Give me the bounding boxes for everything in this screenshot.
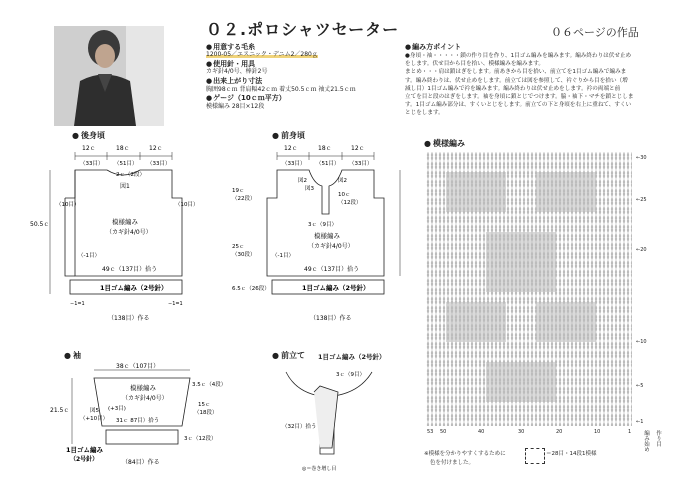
back-sts-top-1: （33目） bbox=[80, 161, 104, 167]
sleeve-gusset-ref: 図5 bbox=[90, 408, 99, 414]
sleeve-diagram bbox=[50, 360, 240, 470]
points-line: まとめ・・・肩は鎖はぎをします。前あきから目を拾い、前立てを1目ゴム編みで編みま bbox=[405, 69, 627, 76]
placket-rows: （32目）拾う bbox=[282, 424, 317, 430]
back-rib-label: 1目ゴム編み（2号針） bbox=[100, 284, 168, 292]
chart-col-label: 1 bbox=[628, 429, 632, 435]
chart-motif-block bbox=[536, 172, 596, 212]
sleeve-body-height: 15ｃ bbox=[198, 402, 211, 408]
front-armhole: 19ｃ bbox=[232, 188, 245, 194]
sleeve-rib-needle: （2号針） bbox=[70, 456, 99, 463]
chart-repeat-label: ＝28目・14段1模様 bbox=[546, 451, 597, 457]
size-heading: ● 出来上がり寸法 bbox=[206, 78, 262, 85]
sleeve-rib-label: 1目ゴム編み bbox=[66, 446, 104, 454]
placket-diagram bbox=[276, 362, 396, 474]
tools-heading: ● 使用針・用具 bbox=[206, 61, 255, 68]
placket-footnote: ◎＝巻き増し目 bbox=[302, 466, 337, 472]
page-reference: ０６ページの作品 bbox=[551, 26, 639, 39]
chart-heading: ● 模様編み bbox=[424, 140, 465, 148]
back-dim-top-1: 12ｃ bbox=[82, 145, 96, 152]
front-neck-ref-left: 図2 bbox=[298, 178, 307, 184]
points-line: す。1目ゴム編み部分は、すくいとじをします。前立ての下と身頃を右上に重ねて、すくい bbox=[405, 102, 632, 109]
back-diagram bbox=[30, 140, 210, 330]
back-sts-top-2: （51目） bbox=[114, 161, 138, 167]
front-rib-label: 1目ゴム編み（2号針） bbox=[302, 284, 370, 292]
back-dec-note: （-1目） bbox=[78, 253, 100, 259]
sleeve-body-needle: （カギ針4/0号） bbox=[122, 395, 168, 402]
points-heading: ● 編み方ポイント bbox=[405, 44, 461, 51]
points-line: とじをします。 bbox=[405, 110, 444, 117]
front-rib-height: 6.5ｃ（26段） bbox=[232, 286, 270, 292]
front-neck-ref-mid: 図3 bbox=[305, 186, 314, 192]
sleeve-rib-height: 3ｃ（12段） bbox=[184, 436, 217, 442]
chart-col-label: 53 bbox=[427, 429, 434, 435]
front-body-needle: （カギ針4/0号） bbox=[308, 243, 354, 250]
front-diagram bbox=[232, 140, 408, 330]
back-heading: ● 後身頃 bbox=[72, 132, 105, 140]
front-dim-top-1: 12ｃ bbox=[284, 145, 298, 152]
chart-row-label: ←10 bbox=[636, 339, 647, 345]
stitch-chart bbox=[426, 152, 632, 426]
yarn-heading: ● 用意する毛糸 bbox=[206, 44, 255, 51]
chart-col-label: 40 bbox=[478, 429, 485, 435]
sleeve-gusset-sts: （+10目） bbox=[80, 416, 109, 422]
front-dim-top-3: 12ｃ bbox=[351, 145, 365, 152]
chart-row-label: ←1 bbox=[636, 419, 644, 425]
front-placket-width: 3ｃ（9目） bbox=[308, 222, 337, 228]
chart-motif-block bbox=[536, 302, 596, 342]
chart-legend-note-2: 色を付けました。 bbox=[430, 460, 475, 466]
page-title: ０２.ポロシャツセーター bbox=[206, 20, 400, 39]
back-cast-on: （138目）作る bbox=[108, 315, 150, 322]
points-text bbox=[405, 52, 690, 118]
sleeve-height: 21.5ｃ bbox=[50, 407, 70, 414]
sleeve-inc-note: (+3目) bbox=[108, 406, 126, 412]
chart-row-label: ←5 bbox=[636, 383, 644, 389]
back-sts-top-3: （33目） bbox=[147, 161, 171, 167]
gauge-heading: ● ゲージ（10ｃｍ平方） bbox=[206, 95, 286, 102]
chart-start-label: 編み始め bbox=[643, 430, 649, 452]
chart-col-label: 10 bbox=[594, 429, 601, 435]
chart-row-label: ←30 bbox=[636, 155, 647, 161]
front-body-label: 模様編み bbox=[314, 232, 340, 240]
front-neck-ref-right: 図2 bbox=[338, 178, 347, 184]
tools-value: カギ針4/0号、棒針2号 bbox=[206, 68, 268, 75]
back-dim-top-2: 18ｃ bbox=[116, 145, 130, 152]
points-line: す。編み終わりは、伏せ止めをします。前立ては図を参照して、衿ぐりから目を拾い（増 bbox=[405, 77, 628, 84]
back-pickup: 49ｃ（137目）拾う bbox=[102, 266, 158, 273]
repeat-box-icon bbox=[525, 448, 545, 464]
chart-motif-block bbox=[446, 302, 506, 342]
sleeve-top-rows: 3.5ｃ（4段） bbox=[192, 382, 227, 388]
chart-end-label: 作り目 bbox=[655, 430, 661, 447]
placket-title: 1目ゴム編み（2号針） bbox=[318, 353, 386, 361]
chart-col-label: 20 bbox=[556, 429, 563, 435]
front-pickup: 49ｃ（137目）拾う bbox=[304, 266, 360, 273]
back-dim-top-3: 12ｃ bbox=[149, 145, 163, 152]
chart-row-label: ←25 bbox=[636, 197, 647, 203]
placket-width: 3ｃ（9目） bbox=[336, 372, 365, 378]
front-dim-top-2: 18ｃ bbox=[318, 145, 332, 152]
back-rib-marks-left: −1=1 bbox=[70, 301, 85, 307]
sleeve-body-label: 模様編み bbox=[130, 384, 156, 392]
sleeve-heading: ● 袖 bbox=[64, 352, 81, 360]
front-neck-depth: 10ｃ bbox=[338, 192, 351, 198]
gauge-value: 模様編み 28目×12段 bbox=[206, 103, 265, 110]
front-sts-top-3: （33目） bbox=[349, 161, 373, 167]
back-body-needle: （カギ針4/0号） bbox=[106, 229, 152, 236]
back-neck-label: 2ｃ（2段） bbox=[116, 172, 145, 178]
size-value: 胸囲98ｃｍ 背肩幅42ｃｍ 着丈50.5ｃｍ 袖丈21.5ｃｍ bbox=[206, 86, 356, 93]
front-cast-on: （138目）作る bbox=[310, 315, 352, 322]
front-sts-top-1: （33目） bbox=[282, 161, 306, 167]
placket-heading: ● 前立て bbox=[272, 352, 305, 360]
sleeve-pickup: 31ｃ 87目）拾う bbox=[116, 418, 160, 424]
sleeve-cast-on: （84目）作る bbox=[122, 459, 160, 466]
points-line: をします。伏せ目から目を拾い、模様編みを編みます。 bbox=[405, 61, 544, 68]
front-neck-rows: （12段） bbox=[338, 200, 362, 206]
points-line: 減し目）1目ゴム編みで衿を編みます。編み終わりは伏せ止めをします。衿の両端と前 bbox=[405, 85, 621, 92]
stitch-chart-grid bbox=[426, 152, 632, 426]
front-armhole-rows: （22段） bbox=[232, 196, 256, 202]
front-sts-top-2: （51目） bbox=[316, 161, 340, 167]
back-rib-marks-right: −1=1 bbox=[168, 301, 183, 307]
model-photo bbox=[54, 26, 164, 126]
chart-legend-note-1: ※模様を分かりやすくするために bbox=[424, 451, 506, 457]
chart-col-label: 50 bbox=[440, 429, 447, 435]
chart-col-label: 30 bbox=[518, 429, 525, 435]
back-side-rows-right: （10目） bbox=[175, 202, 199, 208]
front-dec-note: （-1目） bbox=[272, 253, 294, 259]
back-body-label: 模様編み bbox=[112, 218, 138, 226]
model-photo-illustration bbox=[54, 26, 164, 126]
yarn-value: 1200-05／エスニック・デニム2／280ｇ bbox=[206, 51, 318, 58]
sleeve-body-rows: （18段） bbox=[194, 410, 218, 416]
chart-row-label: ←20 bbox=[636, 247, 647, 253]
chart-motif-block bbox=[446, 172, 506, 212]
front-heading: ● 前身頃 bbox=[272, 132, 305, 140]
chart-motif-block bbox=[486, 232, 556, 292]
front-side-rows: （30段） bbox=[232, 252, 256, 258]
back-neck-ref: 図1 bbox=[120, 183, 130, 190]
chart-motif-block bbox=[486, 362, 556, 402]
points-line: 立てを目と段のはぎをします。袖を身頃に鎖とじでつけます。脇・袖下・マチを鎖とじしま bbox=[405, 94, 634, 101]
back-side-rows-left: （10目） bbox=[56, 202, 80, 208]
front-side: 25ｃ bbox=[232, 244, 245, 250]
back-height: 50.5ｃ bbox=[30, 221, 50, 228]
points-line: ●身頃・袖・・・・・鎖の作り目を作り、1目ゴム編みを編みます。編み終わりは伏せ止め bbox=[405, 53, 632, 59]
sleeve-top: 38ｃ（107目） bbox=[116, 363, 160, 370]
